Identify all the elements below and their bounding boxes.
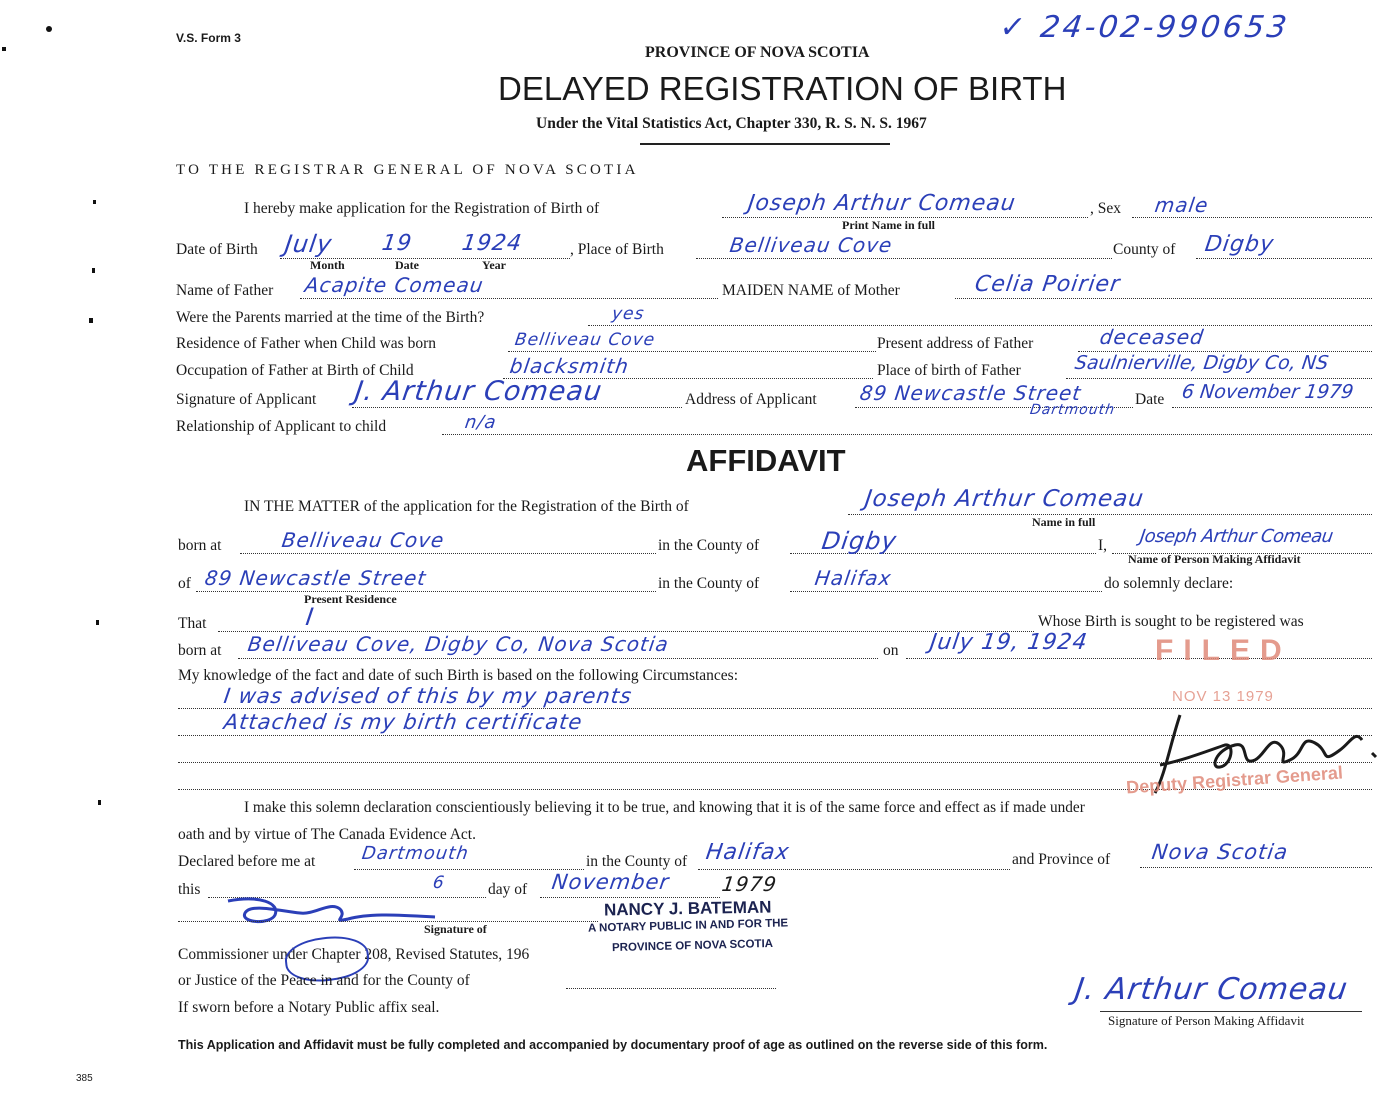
residence-hint: Present Residence	[304, 592, 397, 606]
dob-label: Date of Birth	[176, 241, 258, 258]
province-heading: PROVINCE OF NOVA SCOTIA	[645, 44, 870, 61]
father-line	[300, 298, 718, 299]
born-at2-value: Belliveau Cove, Digby Co, Nova Scotia	[246, 632, 671, 656]
print-name-hint: Print Name in full	[842, 218, 935, 232]
matter-name: Joseph Arthur Comeau	[863, 486, 1146, 512]
solemn-line-2: oath and by virtue of The Canada Evidence Act.	[178, 826, 476, 843]
married-line	[588, 325, 1372, 326]
on-line	[906, 658, 1372, 659]
born-county-value: Digby	[820, 527, 899, 555]
born-at-line	[240, 553, 656, 554]
form-title: DELAYED REGISTRATION OF BIRTH	[498, 70, 1067, 107]
month-value: November	[550, 870, 671, 894]
province-label: and Province of	[1012, 851, 1111, 868]
commissioner-sig-label: Signature of	[424, 922, 487, 936]
relationship-value: n/a	[463, 412, 498, 433]
day-of-label: day of	[488, 881, 528, 898]
month-line	[540, 897, 720, 898]
margin-mark	[98, 800, 101, 805]
on-label: on	[883, 642, 899, 659]
date-hint: Date	[395, 258, 419, 272]
intro-label: I hereby make application for the Registration of Birth of	[244, 200, 600, 217]
that-label: That	[178, 615, 207, 632]
person-hint: Name of Person Making Affidavit	[1128, 552, 1301, 566]
date-line	[1172, 407, 1372, 408]
married-value: yes	[610, 304, 646, 324]
county-label: County of	[1113, 241, 1176, 258]
place-value: Belliveau Cove	[728, 233, 895, 257]
father-residence-label: Residence of Father when Child was born	[176, 335, 436, 352]
margin-mark	[93, 200, 96, 204]
footer-code: 385	[76, 1073, 93, 1084]
father-present-value: deceased	[1098, 325, 1206, 349]
mother-line	[955, 298, 1372, 299]
declare-label: do solemnly declare:	[1104, 575, 1234, 592]
this-label: this	[178, 881, 201, 898]
residence-county-line	[790, 591, 1102, 592]
declared-county-line	[698, 869, 1010, 870]
i-label: I,	[1098, 537, 1108, 554]
filed-date-stamp: NOV 13 1979	[1172, 688, 1274, 705]
justice-line-text: or Justice of the Peace in and for the County of	[178, 972, 470, 989]
province-line	[1140, 867, 1372, 868]
circumstance-2: Attached is my birth certificate	[222, 710, 585, 734]
title-rule	[640, 143, 890, 145]
declared-county-value: Halifax	[704, 840, 792, 865]
address-label: Address of Applicant	[685, 391, 817, 408]
born-at2-label: born at	[178, 642, 222, 659]
dob-month: July	[283, 230, 335, 258]
sex-value: male	[1153, 193, 1211, 217]
county-value: Digby	[1203, 232, 1276, 257]
margin-mark	[89, 318, 93, 323]
deputy-stamp: Deputy Registrar General	[1125, 762, 1344, 798]
commissioner-signature	[220, 893, 440, 933]
commissioner-line-text: Commissioner under Chapter 208, Revised Statutes, 196	[178, 946, 530, 963]
father-value: Acapite Comeau	[303, 273, 486, 297]
mother-label: MAIDEN NAME of Mother	[722, 282, 900, 299]
solemn-line-1: I make this solemn declaration conscientiously believing it to be true, and knowing that it is of the same force and effect as if made under	[244, 799, 1085, 816]
person-signature-line	[1100, 1011, 1362, 1012]
applicant-signature: J. Arthur Comeau	[352, 376, 605, 407]
notary-name: NANCY J. BATEMAN	[603, 897, 772, 920]
date-value: 6 November 1979	[1180, 381, 1355, 403]
father-birthplace-label: Place of birth of Father	[877, 362, 1021, 379]
commissioner-line	[178, 921, 598, 922]
dob-year: 1924	[460, 231, 524, 256]
child-name-value: Joseph Arthur Comeau	[746, 191, 1018, 216]
declared-line	[354, 869, 584, 870]
relationship-label: Relationship of Applicant to child	[176, 418, 387, 435]
occupation-label: Occupation of Father at Birth of Child	[176, 362, 414, 379]
father-residence-value: Belliveau Cove	[513, 330, 657, 350]
day-value: 6	[431, 873, 447, 893]
father-birthplace-value: Saulnierville, Digby Co, NS	[1073, 352, 1330, 374]
date-label: Date	[1135, 391, 1165, 408]
married-label: Were the Parents married at the time of the Birth?	[176, 309, 485, 326]
declared-county-label: in the County of	[586, 853, 688, 870]
form-subtitle: Under the Vital Statistics Act, Chapter 330, R. S. N. S. 1967	[536, 115, 927, 132]
father-residence-line	[508, 351, 876, 352]
declared-value: Dartmouth	[360, 843, 471, 864]
to-registrar: TO THE REGISTRAR GENERAL OF NOVA SCOTIA	[176, 162, 639, 178]
matter-line	[848, 514, 1372, 515]
year-hint: Year	[482, 258, 506, 272]
address-value: 89 Newcastle Street	[858, 381, 1084, 405]
sex-line	[1132, 217, 1372, 218]
born-at-label: born at	[178, 537, 222, 554]
registration-number: ✓ 24-02-990653	[997, 10, 1292, 45]
signature-line	[352, 407, 682, 408]
filed-stamp: FILED	[1155, 634, 1292, 667]
month-hint: Month	[310, 258, 345, 272]
notary-line-2: PROVINCE OF NOVA SCOTIA	[611, 937, 774, 955]
signature-label: Signature of Applicant	[176, 391, 317, 408]
of-label: of	[178, 575, 191, 592]
margin-mark	[92, 268, 95, 273]
born-at-value: Belliveau Cove	[280, 528, 447, 552]
residence-line	[196, 591, 656, 592]
father-present-label: Present address of Father	[877, 335, 1034, 352]
province-value: Nova Scotia	[1150, 840, 1290, 864]
born-county-label: in the County of	[658, 537, 760, 554]
that-value: I	[304, 603, 317, 631]
father-birthplace-line	[1066, 378, 1372, 379]
year-value: 1979	[720, 872, 779, 896]
place-line	[696, 258, 1112, 259]
margin-mark	[2, 47, 6, 51]
matter-label: IN THE MATTER of the application for the Registration of the Birth of	[244, 498, 689, 515]
justice-line	[566, 988, 776, 989]
margin-mark	[46, 26, 52, 32]
dob-day: 19	[380, 231, 414, 256]
affidavit-title: AFFIDAVIT	[686, 443, 846, 478]
mother-value: Celia Poirier	[973, 272, 1122, 297]
on-value: July 19, 1924	[928, 630, 1090, 655]
form-number: V.S. Form 3	[176, 31, 241, 45]
knowledge-label: My knowledge of the fact and date of such Birth is based on the following Circumstances:	[178, 667, 739, 684]
notary-line-1: A NOTARY PUBLIC IN AND FOR THE	[587, 917, 789, 935]
whose-label: Whose Birth is sought to be registered was	[1038, 613, 1304, 630]
margin-mark	[96, 620, 99, 625]
sex-label: , Sex	[1090, 200, 1121, 217]
name-hint: Name in full	[1032, 515, 1096, 529]
father-label: Name of Father	[176, 282, 274, 299]
person-signature: J. Arthur Comeau	[1072, 972, 1351, 1007]
place-label: , Place of Birth	[570, 241, 664, 258]
circumstance-1: I was advised of this by my parents	[222, 684, 634, 708]
relationship-line	[442, 434, 1372, 435]
person-value: Joseph Arthur Comeau	[1138, 526, 1335, 547]
county-line	[1196, 258, 1372, 259]
footer-notice: This Application and Affidavit must be fully completed and accompanied by documentary proof of age as outlined on the reverse side of this form.	[178, 1038, 1048, 1052]
person-sig-label: Signature of Person Making Affidavit	[1108, 1013, 1305, 1028]
born-at2-line	[238, 658, 878, 659]
residence-value: 89 Newcastle Street	[203, 566, 429, 590]
occupation-value: blacksmith	[508, 354, 631, 378]
notary-line-text: If sworn before a Notary Public affix seal.	[178, 999, 440, 1016]
address-city: Dartmouth	[1028, 402, 1117, 418]
residence-county-value: Halifax	[813, 566, 894, 590]
residence-county-label: in the County of	[658, 575, 760, 592]
declared-label: Declared before me at	[178, 853, 316, 870]
